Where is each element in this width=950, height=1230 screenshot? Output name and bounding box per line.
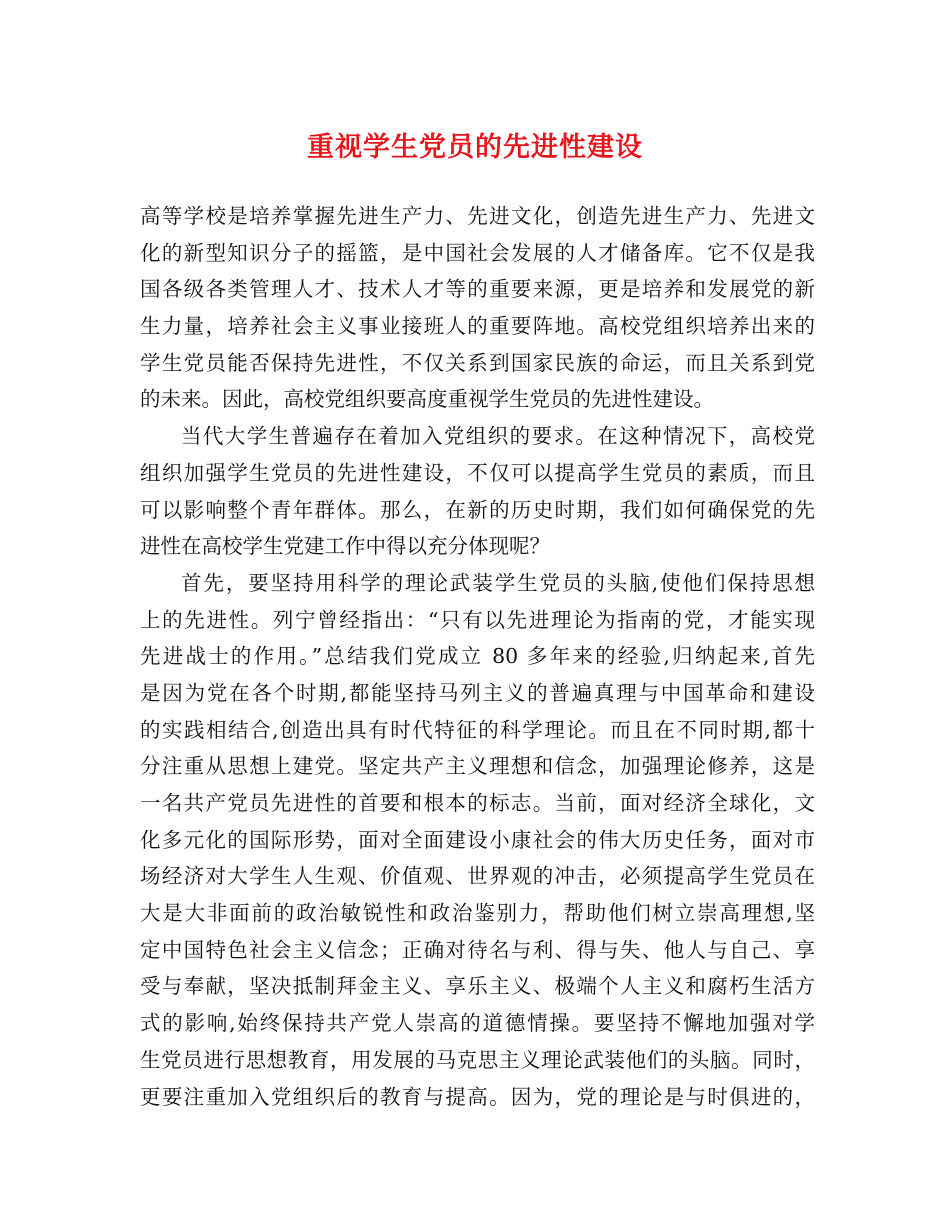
paragraph-line: 上的先进性。列宁曾经指出：“只有以先进理论为指南的党，才能实现 xyxy=(140,607,815,632)
paragraph-line: 受与奉献，坚决抵制拜金主义、享乐主义、极端个人主义和腐朽生活方 xyxy=(140,974,815,999)
document-title: 重视学生党员的先进性建设 xyxy=(307,132,643,163)
paragraph-line: 进性在高校学生党建工作中得以充分体现呢？ xyxy=(140,534,550,559)
paragraph-line: 国各级各类管理人才、技术人才等的重要来源，更是培养和发展党的新 xyxy=(140,277,815,302)
paragraph-line: 分注重从思想上建党。坚定共产主义理想和信念，加强理论修养，这是 xyxy=(140,754,815,779)
paragraph-2 xyxy=(140,418,815,565)
document-body xyxy=(140,198,815,1115)
paragraph-line: 学生党员能否保持先进性，不仅关系到国家民族的命运，而且关系到党 xyxy=(140,350,815,375)
paragraph-line: 式的影响,始终保持共产党人崇高的道德情操。要坚持不懈地加强对学 xyxy=(140,1011,815,1036)
paragraph-line: 生力量，培养社会主义事业接班人的重要阵地。高校党组织培养出来的 xyxy=(140,314,815,339)
paragraph-3 xyxy=(140,565,815,1115)
paragraph-line: 的实践相结合,创造出具有时代特征的科学理论。而且在不同时期,都十 xyxy=(140,717,815,742)
paragraph-line: 化的新型知识分子的摇篮，是中国社会发展的人才储备库。它不仅是我 xyxy=(140,240,815,265)
paragraph-line: 高等学校是培养掌握先进生产力、先进文化，创造先进生产力、先进文 xyxy=(140,204,815,228)
paragraph-line: 是因为党在各个时期,都能坚持马列主义的普遍真理与中国革命和建设 xyxy=(140,680,815,705)
paragraph-line: 的未来。因此，高校党组织要高度重视学生党员的先进性建设。 xyxy=(140,387,714,412)
paragraph-line: 生党员进行思想教育，用发展的马克思主义理论武装他们的头脑。同时， xyxy=(140,1047,815,1072)
paragraph-line: 先进战士的作用。”总结我们党成立 80 多年来的经验,归纳起来,首先 xyxy=(140,644,815,669)
paragraph-1 xyxy=(140,198,815,418)
paragraph-line: 一名共产党员先进性的首要和根本的标志。当前，面对经济全球化，文 xyxy=(140,791,815,815)
paragraph-line: 大是大非面前的政治敏锐性和政治鉴别力，帮助他们树立崇高理想,坚 xyxy=(140,901,815,926)
paragraph-line: 当代大学生普遍存在着加入党组织的要求。在这种情况下，高校党 xyxy=(181,424,815,449)
paragraph-line: 组织加强学生党员的先进性建设，不仅可以提高学生党员的素质，而且 xyxy=(140,460,815,485)
paragraph-line: 化多元化的国际形势，面对全面建设小康社会的伟大历史任务，面对市 xyxy=(140,827,815,852)
paragraph-line: 首先，要坚持用科学的理论武装学生党员的头脑,使他们保持思想 xyxy=(181,570,815,595)
paragraph-line: 可以影响整个青年群体。那么，在新的历史时期，我们如何确保党的先 xyxy=(140,497,815,522)
paragraph-line: 更要注重加入党组织后的教育与提高。因为，党的理论是与时俱进的， xyxy=(140,1084,815,1109)
paragraph-line: 定中国特色社会主义信念；正确对待名与利、得与失、他人与自己、享 xyxy=(140,937,815,962)
paragraph-line: 场经济对大学生人生观、价值观、世界观的冲击，必须提高学生党员在 xyxy=(140,864,815,889)
